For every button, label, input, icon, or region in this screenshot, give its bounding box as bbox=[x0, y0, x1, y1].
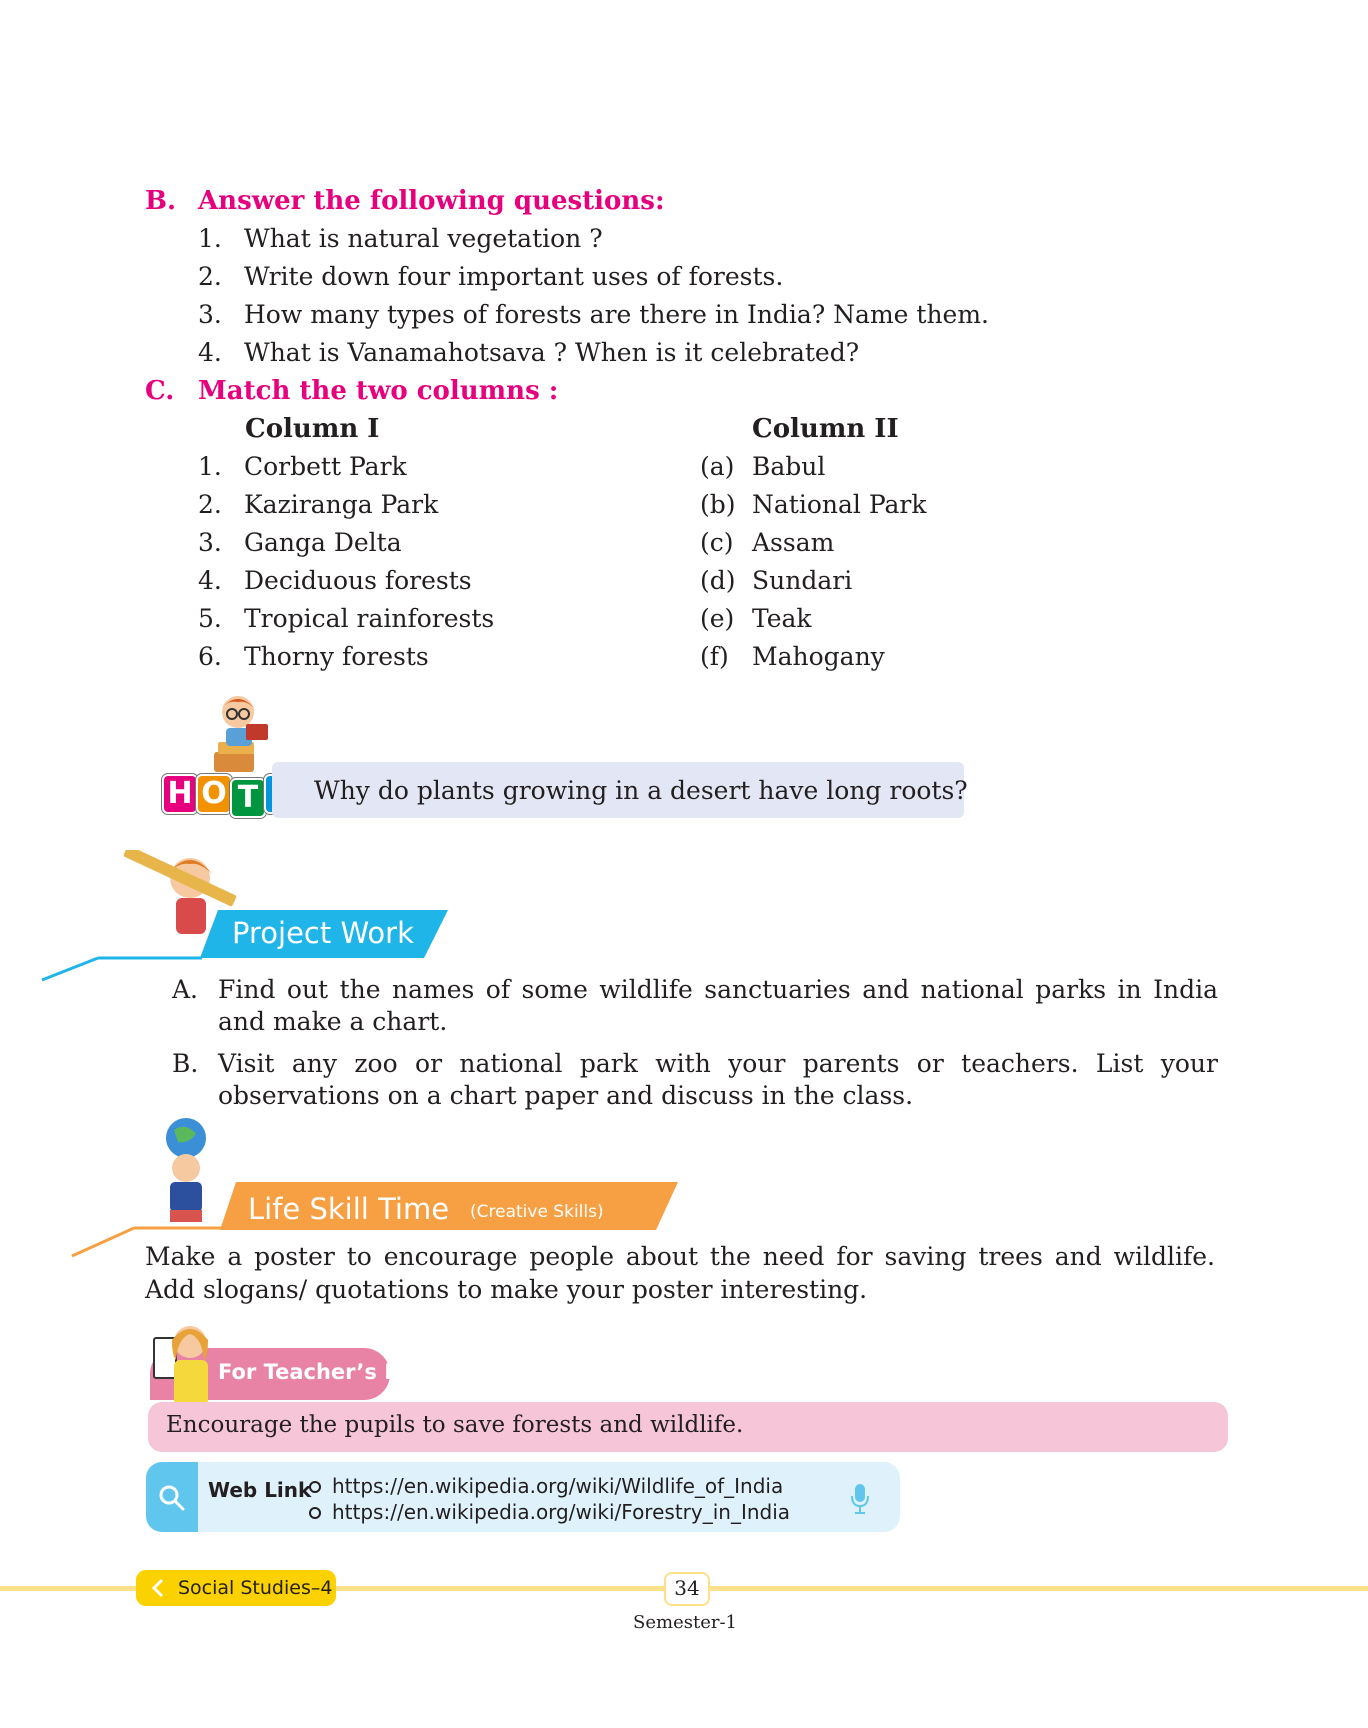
hots-letter: O bbox=[196, 774, 232, 814]
question-text: What is Vanamahotsava ? When is it celebrated? bbox=[244, 338, 860, 367]
section-c-label: C. bbox=[145, 376, 175, 406]
match-letter: (b) bbox=[700, 490, 736, 519]
match-right-item bbox=[700, 566, 852, 595]
match-right-item bbox=[700, 604, 812, 633]
web-link-url[interactable]: https://en.wikipedia.org/wiki/Wildlife_of_India bbox=[332, 1474, 784, 1498]
web-link-label: Web Link bbox=[208, 1478, 312, 1502]
match-right-text: Babul bbox=[752, 452, 826, 481]
question-item bbox=[198, 224, 603, 253]
column-1-header: Column I bbox=[245, 414, 380, 444]
match-letter: (a) bbox=[700, 452, 735, 481]
bullet-circle-icon bbox=[308, 1480, 322, 1494]
project-item-text: Find out the names of some wildlife sanctuaries and national parks in India and make a chart. bbox=[218, 975, 1218, 1036]
project-item-b bbox=[172, 1048, 1218, 1112]
project-item-a bbox=[172, 974, 1218, 1038]
section-c-title: Match the two columns : bbox=[198, 376, 559, 406]
question-number: 1. bbox=[198, 224, 222, 253]
section-b-label: B. bbox=[145, 186, 177, 216]
match-left-text: Corbett Park bbox=[244, 452, 407, 481]
match-left-text: Thorny forests bbox=[244, 642, 429, 671]
subject-label: Social Studies–4 bbox=[178, 1577, 333, 1599]
match-left-item bbox=[198, 452, 407, 481]
life-skill-title: Life Skill Time bbox=[248, 1192, 450, 1226]
match-left-item bbox=[198, 528, 402, 557]
chevron-left-icon bbox=[150, 1578, 166, 1598]
match-right-item bbox=[700, 642, 885, 671]
question-text: Write down four important uses of forests. bbox=[244, 262, 784, 291]
web-link-url[interactable]: https://en.wikipedia.org/wiki/Forestry_in_India bbox=[332, 1500, 791, 1524]
bullet-circle-icon bbox=[308, 1506, 322, 1520]
match-left-text: Kaziranga Park bbox=[244, 490, 439, 519]
question-item bbox=[198, 300, 989, 329]
match-left-item bbox=[198, 604, 494, 633]
match-right-text: Mahogany bbox=[752, 642, 885, 671]
match-left-text: Deciduous forests bbox=[244, 566, 472, 595]
page-number: 34 bbox=[674, 1576, 700, 1600]
match-right-text: Assam bbox=[752, 528, 835, 557]
life-skill-subtitle: (Creative Skills) bbox=[470, 1202, 604, 1222]
match-left-text: Tropical rainforests bbox=[244, 604, 495, 633]
teacher-help-label: For Teacher’s Help bbox=[218, 1360, 439, 1384]
question-item bbox=[198, 262, 783, 291]
hots-letter: H bbox=[162, 774, 198, 814]
match-right-item bbox=[700, 490, 927, 519]
project-item-text: Visit any zoo or national park with your parents or teachers. List your observations on a chart paper and discuss in the class. bbox=[218, 1049, 1218, 1110]
hots-letter: T bbox=[230, 778, 266, 818]
project-work-title: Project Work bbox=[232, 916, 414, 950]
match-number: 1. bbox=[198, 452, 222, 481]
match-number: 2. bbox=[198, 490, 222, 519]
match-right-text: Sundari bbox=[752, 566, 853, 595]
semester-label: Semester-1 bbox=[633, 1612, 737, 1633]
boy-reading-illustration bbox=[206, 690, 276, 786]
question-number: 4. bbox=[198, 338, 222, 367]
match-right-item bbox=[700, 452, 825, 481]
match-left-item bbox=[198, 566, 472, 595]
match-left-text: Ganga Delta bbox=[244, 528, 402, 557]
match-number: 6. bbox=[198, 642, 222, 671]
question-item bbox=[198, 338, 859, 367]
section-b-title: Answer the following questions: bbox=[198, 186, 665, 216]
microphone-icon bbox=[850, 1482, 870, 1516]
match-number: 4. bbox=[198, 566, 222, 595]
teacher-illustration bbox=[150, 1316, 220, 1410]
search-icon bbox=[158, 1484, 186, 1512]
column-2-header: Column II bbox=[752, 414, 899, 444]
question-text: What is natural vegetation ? bbox=[244, 224, 603, 253]
match-right-item bbox=[700, 528, 834, 557]
project-item-letter: B. bbox=[172, 1049, 199, 1078]
match-right-text: Teak bbox=[752, 604, 812, 633]
match-letter: (f) bbox=[700, 642, 729, 671]
match-number: 5. bbox=[198, 604, 222, 633]
match-letter: (e) bbox=[700, 604, 735, 633]
match-left-item bbox=[198, 490, 438, 519]
question-number: 3. bbox=[198, 300, 222, 329]
teacher-help-text: Encourage the pupils to save forests and wildlife. bbox=[166, 1412, 744, 1438]
question-text: How many types of forests are there in India? Name them. bbox=[244, 300, 990, 329]
question-number: 2. bbox=[198, 262, 222, 291]
project-item-letter: A. bbox=[172, 975, 199, 1004]
match-letter: (c) bbox=[700, 528, 734, 557]
hots-question: Why do plants growing in a desert have long roots? bbox=[314, 776, 968, 805]
match-number: 3. bbox=[198, 528, 222, 557]
match-letter: (d) bbox=[700, 566, 736, 595]
match-right-text: National Park bbox=[752, 490, 927, 519]
match-left-item bbox=[198, 642, 429, 671]
life-skill-text: Make a poster to encourage people about the need for saving trees and wildlife. Add slogans/ quotations to make your poster interesting. bbox=[145, 1242, 1215, 1304]
